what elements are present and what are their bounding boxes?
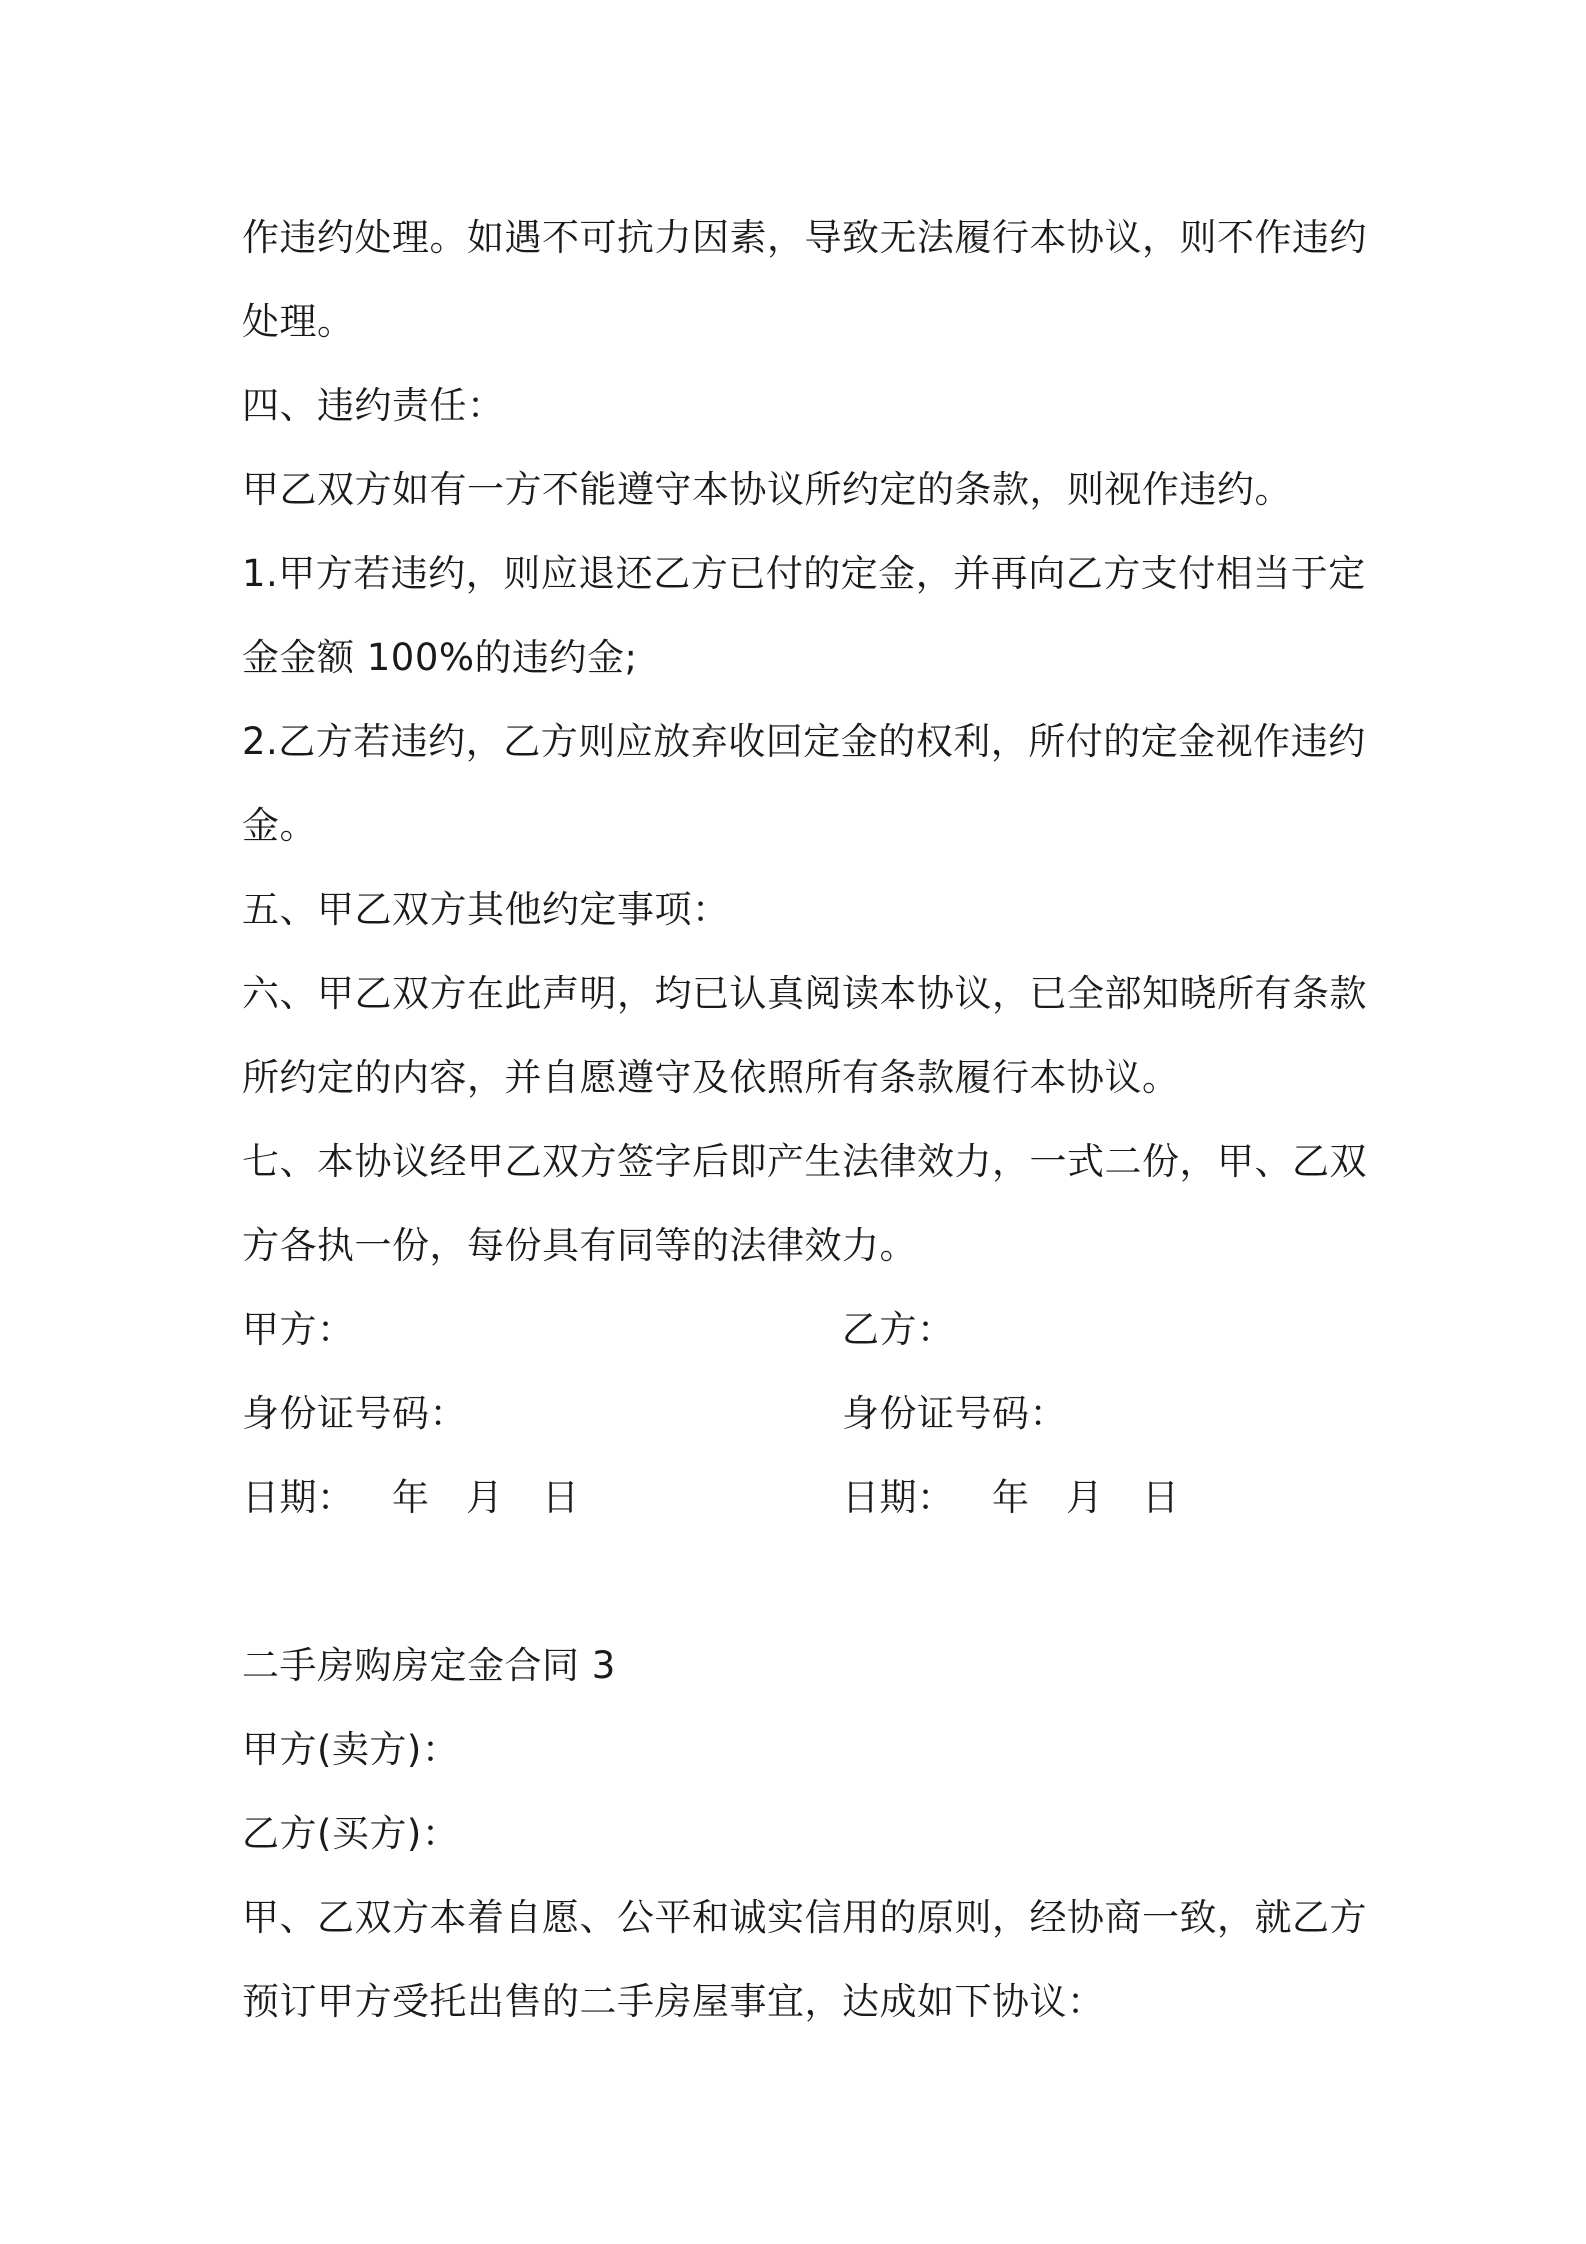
signature-block [242, 1288, 1362, 1540]
id-a-label: 身份证号码： [242, 1392, 467, 1435]
id-b-label: 身份证号码： [842, 1392, 1067, 1435]
intro-line: 预订甲方受托出售的二手房屋事宜，达成如下协议： [242, 1980, 1105, 2023]
text-line: 处理。 [242, 300, 355, 343]
party-row [242, 1288, 1362, 1372]
section-six-cont: 所约定的内容，并自愿遵守及依照所有条款履行本协议。 [242, 1056, 1180, 1099]
section-spacer [242, 1540, 1362, 1624]
body-text [242, 196, 1367, 1288]
document-page [242, 196, 1367, 2044]
seller-label: 甲方(卖方)： [242, 1728, 460, 1771]
text-line: 甲乙双方如有一方不能遵守本协议所约定的条款，则视作违约。 [242, 468, 1292, 511]
date-a-label: 日期： [242, 1476, 355, 1519]
date-b-label: 日期： [842, 1476, 955, 1519]
section-heading-breach: 四、违约责任： [242, 384, 505, 427]
contract-3 [242, 1624, 1367, 2044]
section-six: 六、甲乙双方在此声明，均已认真阅读本协议，已全部知晓所有条款 [242, 972, 1367, 1015]
party-a-label: 甲方： [242, 1308, 355, 1351]
date-b-day: 日 [1142, 1476, 1180, 1519]
date-b-month: 月 [1066, 1476, 1104, 1519]
clause-2: 2.乙方若违约，乙方则应放弃收回定金的权利，所付的定金视作违约 [242, 720, 1366, 763]
date-row [242, 1456, 1362, 1540]
date-a [242, 1456, 580, 1540]
id-row [242, 1372, 1362, 1456]
text-line: 作违约处理。如遇不可抗力因素，导致无法履行本协议，则不作违约 [242, 216, 1367, 259]
clause-1-cont: 金金额 100%的违约金; [242, 636, 638, 679]
contract-title: 二手房购房定金合同 3 [242, 1644, 616, 1687]
date-a-day: 日 [542, 1476, 580, 1519]
date-b-year: 年 [992, 1476, 1030, 1519]
intro-line: 甲、乙双方本着自愿、公平和诚实信用的原则，经协商一致，就乙方 [242, 1896, 1367, 1939]
date-a-year: 年 [392, 1476, 430, 1519]
section-seven-cont: 方各执一份，每份具有同等的法律效力。 [242, 1224, 917, 1267]
party-b-label: 乙方： [842, 1308, 955, 1351]
clause-1: 1.甲方若违约，则应退还乙方已付的定金，并再向乙方支付相当于定 [242, 552, 1366, 595]
section-heading-other: 五、甲乙双方其他约定事项： [242, 888, 730, 931]
buyer-label: 乙方(买方)： [242, 1812, 460, 1855]
date-a-month: 月 [466, 1476, 504, 1519]
clause-2-cont: 金。 [242, 804, 317, 847]
section-seven: 七、本协议经甲乙双方签字后即产生法律效力，一式二份，甲、乙双 [242, 1140, 1367, 1183]
date-b [842, 1456, 1180, 1540]
